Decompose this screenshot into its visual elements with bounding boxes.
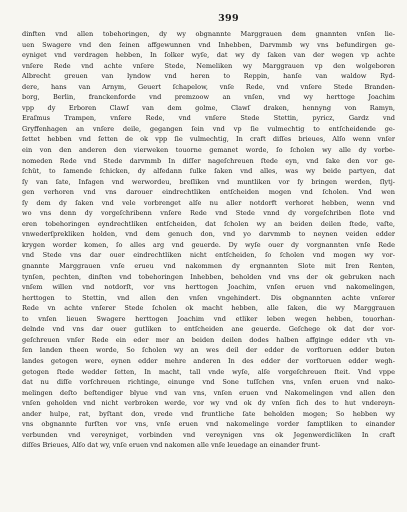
text-line: melingen deſto beſtendiger blyue vnd van vns, vnſen eruen vnd Nakomelingen vnd allen den	[22, 388, 395, 397]
text-line: ſy van ſate, Infagen vnd werwordeu, breſliken vnd muntliken vor ſy bringen werden, ſlytj-	[22, 177, 395, 186]
text-line: vns obgnannte furſten vor vns, vnſe eruen vnd nakomelinge vorder ſamptliken to einander	[22, 420, 395, 429]
text-line: geſchreuen vnſer Rede ein eder mer an beiden deilen dodes halben affginge edder vth vn-	[22, 335, 395, 344]
text-line: dat nu diſſe vorſchreuen richtinge, einunge vnd Sone tuſſchen vns, vnſen eruen vnd nako-	[22, 378, 395, 387]
text-line: wo vns denn dy vorgeſchribenn vnſere Rede vnd Stede vnnd dy vorgeſchriben ſlote vnd	[22, 209, 395, 218]
text-line: ſchüt, to ſamende ſchicken, dy alfedann ſulke ſaken vnd alles, was wy beide partyen, dat	[22, 167, 395, 176]
text-line: Albrecht greuen van lyndow vnd heren to Reppin, hanſe van waldow Ryd-	[22, 72, 395, 81]
text-line: dinften vnd allen tobehoringen, dy wy obgnannte Marggrauen dem gnannten vnſen lie-	[22, 30, 395, 38]
text-line: krygen worder komen, ſo alles arg vnd geuerde. Dy wyſe ouer dy vorgnannten vnſe Rede	[22, 240, 395, 249]
text-line: vnd Stede vns dar ouer eindrechtliken nicht entſcheiden, ſo ſcholen vnd mogen wy vor-	[22, 251, 395, 260]
text-line: dere, hans van Arnym, Geuert ſchapelow, vnſe Rede, vnd vnſere Stede Branden-	[22, 82, 395, 91]
text-line: gnannte Marggrauen vnſe erueu vnd nakommen dy ergnannten Slote mit Iren Renten,	[22, 262, 395, 271]
text-line: diſſes Brieues, Alſo dat wy, vnſe eruen vnd nakomen alle vnſe leuedage an einander frunt-	[22, 441, 321, 450]
text-line: vnſere Rede vnd achte vnſere Stede, Nemeliken wy Marggrauen vp den wolgeboren	[22, 61, 395, 70]
text-line: ſen landen theen worde, So ſcholen wy an wes deil der edder de vorſtoruen edder buten	[22, 346, 395, 355]
text-line: ſy dem dy ſaken vnd vele vorbrenget alſe nu aller notdorft verhoret hebben, wenn vnd	[22, 198, 395, 207]
text-line: ein von den anderen den vierweken touorne gemanet worde, ſo ſcholen wy alle dy vorbe-	[22, 146, 395, 155]
text-line: to vnſen lieuen Swagere herttogen Joachim vnd etliker leben wegen hebben, touorhan-	[22, 314, 395, 323]
text-line: vnſem willen vnd notdorſt, vor vns herttogen Joachim, vnſen eruen vnd nakomelingen,	[22, 283, 395, 292]
text-line: ander hulpe, rat, byſtant don, vrede vnd fruntliche ſate beholden mogen; So hebben wy	[22, 409, 395, 418]
text-line: gen verhoren vnd vns darouer eindrechtliken entſcheiden mogen vnd ſcholen. Vnd wen	[22, 188, 395, 197]
text-line: eyniget vnd verdragen hebben, In ſolker wyſe, dat wy dy ſaken van der wegen vp achte	[22, 51, 395, 60]
text-line: landes getogen were, eynen edder mehre anderen In des edder der vorſtoruen edder wegh-	[22, 356, 395, 365]
text-line: uen Swagere vnd den ſeinen affgewunnen vnd Inhebben, Darvmmb wy vns befundirgen ge-	[22, 40, 395, 49]
text-line: verbunden vnd vereyniget, vorbinden vnd vereynigen vns ok Jegenwerdicliken In craft	[22, 430, 395, 439]
text-line: vnſen geholden vnd nicht verbroken werde, vor wy vnd ok dy vnſen ſich des to hut vndereyn-	[22, 399, 395, 408]
text-line: borg, Berlin, franckenforde vnd premzoow an vnſen, vnd wy herttoge Joachim	[22, 93, 395, 102]
text-line: nomeden Rede vnd Stede darvmmb In diſſer nageſchreuen ſtede eyn, vnd ſake den vor ge-	[22, 156, 395, 165]
text-line: eren tobehoringen eyndrechtliken entſcheiden, dat ſcholen wy an beiden deilen ſtede, vaſte,	[22, 219, 395, 228]
text-line: vpp dy Erboren Clawſ van dem golme, Clawſ draken, hennyng von Ramyn,	[22, 103, 395, 112]
text-line: tynſen, pechten, dinſten vnd tobehoringen Inhebben, beholden vnd vns der ok gebruken nach	[22, 272, 395, 281]
text-line: getogen ſtede wedder ſetten, In macht, tall vnde wyſe, alſe vorgeſchreuen ſteit. Vnd vppe	[22, 367, 395, 376]
text-line: Eraſmus Trampen, vnſere Rede, vnd vnſere Stede Stettin, pyricz, Gardz vnd	[22, 114, 395, 123]
body-text	[22, 29, 395, 451]
text-line: vnwederſprekliken holden, vnd dem genuch don, vnd yo darvmmb to neynen veiden edder	[22, 230, 395, 239]
page-number: 399	[218, 13, 239, 24]
text-line: herttogen to Stettin, vnd allen den vnſen vngehindert. Dis obgnannten achte vnſerer	[22, 293, 395, 302]
text-line: delnde vnd vns dar ouer gutliken to entſcheiden ane geuerde. Geſchege ok dat der vor-	[22, 325, 395, 334]
text-line: Rede vn achte vnſerer Stede ſcholen ok macht hebben, alle ſaken, die wy Marggrauen	[22, 304, 395, 313]
text-line: Gryffenhagen an vnſere deile, gegangen ſein vnd vp ſie vulmechtig to entſcheidende ge-	[22, 124, 395, 133]
text-line: ſettet hebben vnd ſetten de ok vpp ſie vulmechtig, In craft diſſes brieues, Alſo wenn vnſer	[22, 135, 395, 144]
